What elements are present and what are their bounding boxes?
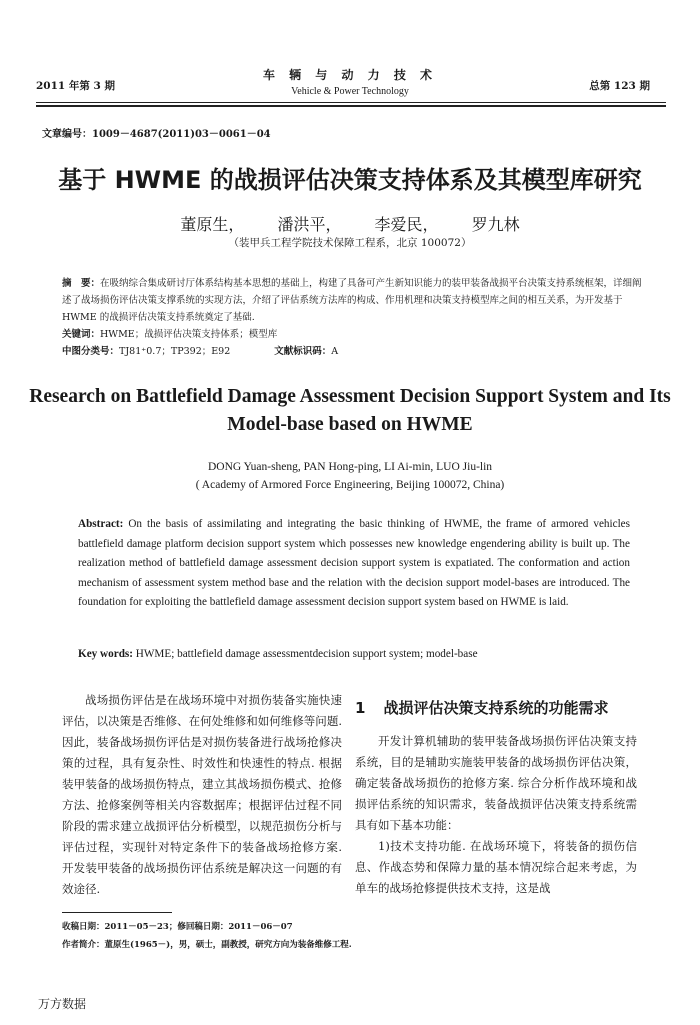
classification xyxy=(62,343,644,360)
section-number: 1 xyxy=(355,699,366,717)
body-paragraph: 开发计算机辅助的装甲装备战场损伤评估决策支持系统，目的是辅助实施装甲装备的战场损伤评估决策，确定装备战场损伤的抢修方案. 综合分析作战环境和战损评估系统的知识需求，装备战损评估决策支持系统需具有如下基本功能： xyxy=(355,734,637,832)
keywords-cn-text: HWME；战损评估决策支持体系；模型库 xyxy=(100,329,278,340)
journal-issue: 2011 年第 3 期 xyxy=(36,80,115,92)
journal-name-en: Vehicle & Power Technology xyxy=(291,86,409,97)
watermark-text: 万方数据 xyxy=(38,997,87,1011)
section-heading xyxy=(355,698,637,719)
title-en: Research on Battlefield Damage Assessment Decision Support System and Its Model-base based on HWME xyxy=(29,386,671,435)
doc-code-label: 文献标识码： xyxy=(274,346,332,357)
affiliation-en: ( Academy of Armored Force Engineering, Beijing 100072, China) xyxy=(195,479,505,491)
abstract-cn-block xyxy=(62,275,644,360)
author-cn: 罗九林 xyxy=(471,215,520,234)
abstract-cn-text: 在吸纳综合集成研讨厅体系结构基本思想的基础上，构建了具备可产生新知识能力的装甲装备战损平台决策支持系统框架，详细阐述了战场损伤评估决策支撑系统的实现方法，介绍了评估系统方法库的构成、作用机理和决策支持模型库之间的相互关系，为开发基于 HWME 的战损评估决策支持系统奠定了基础. xyxy=(62,278,642,323)
keywords-en xyxy=(78,648,638,660)
body-paragraph: 战场损伤评估是在战场环境中对损伤装备实施快速评估，以决策是否维修、在何处维修和如何维修等问题. 因此，装备战场损伤评估是对损伤装备进行战场抢修决策的过程，具有复杂性、时效性和快速性的特点. 根据装甲装备的战场损伤特点，建立其战场损伤模式、抢修方法、抢修案例等相关内容数据库；根据评估过程不同阶段的需求建立战损评估分析模型，以规范损伤分析与评估过程，实现针对特定条件下的装备战场抢修方案. 开发装甲装备的战场损伤评估系统是解决这一问题的有效途径. xyxy=(62,693,342,896)
journal-name-cn: 车 辆 与 动 力 技 术 xyxy=(262,68,438,82)
abstract-en xyxy=(78,515,630,613)
footnote-rule xyxy=(62,912,172,913)
footnote-author-bio: 作者简介：董原生(1965－)，男，硕士，副教授，研究方向为装备维修工程. xyxy=(62,940,352,950)
abstract-en-text: On the basis of assimilating and integrating the basic thinking of HWME, the frame of armored vehicles battlefield damage platform decision support system which possesses new knowledge engendering ability is built up. The realization method of battlefield damage assessment decision support system is expatiated. The conformation and action mechanism of assessment system method base and the relation with the decision support model-bases are introduced. The foundation for exploiting the battlefield damage assessment decision support system based on HWME is laid. xyxy=(78,518,631,608)
footnote-received: 收稿日期：2011－05－23；修回稿日期：2011－06－07 xyxy=(62,922,293,932)
authors-cn xyxy=(0,212,700,235)
abstract-cn-label: 摘 要： xyxy=(62,278,101,289)
author-cn: 董原生， xyxy=(180,215,245,234)
doc-code-value: A xyxy=(331,346,339,357)
author-cn: 潘洪平， xyxy=(277,215,342,234)
keywords-cn-label: 关键词： xyxy=(62,329,101,340)
affiliation-cn: （装甲兵工程学院技术保障工程系，北京 100072） xyxy=(228,237,472,249)
body-paragraph: 1)技术支持功能. 在战场环境下，将装备的损伤信息、作战态势和保障力量的基本情况综合起来考虑，为单车的战场抢修提供技术支持，这是战 xyxy=(355,839,637,895)
clc-value: TJ81⁺0.7；TP392；E92 xyxy=(119,346,231,357)
section-title: 战损评估决策支持系统的功能需求 xyxy=(383,699,609,717)
header-rule-thick xyxy=(36,105,666,107)
body-column-right xyxy=(355,690,637,899)
header-rule-thin xyxy=(36,102,666,103)
journal-total-issue: 总第 123 期 xyxy=(589,80,650,92)
keywords-cn xyxy=(62,326,644,343)
keywords-en-label: Key words: xyxy=(78,648,133,660)
author-cn: 李爱民， xyxy=(374,215,439,234)
article-number: 文章编号：1009－4687(2011)03－0061－04 xyxy=(42,129,271,140)
body-column-left xyxy=(62,690,342,900)
clc-label: 中图分类号： xyxy=(62,346,120,357)
abstract-en-label: Abstract: xyxy=(78,518,124,530)
abstract-cn xyxy=(62,275,644,326)
authors-en: DONG Yuan-sheng, PAN Hong-ping, LI Ai-min, LUO Jiu-lin xyxy=(207,461,493,473)
keywords-en-text: HWME; battlefield damage assessmentdecision support system; model-base xyxy=(135,648,478,660)
title-cn: 基于 HWME 的战损评估决策支持体系及其模型库研究 xyxy=(58,166,642,194)
